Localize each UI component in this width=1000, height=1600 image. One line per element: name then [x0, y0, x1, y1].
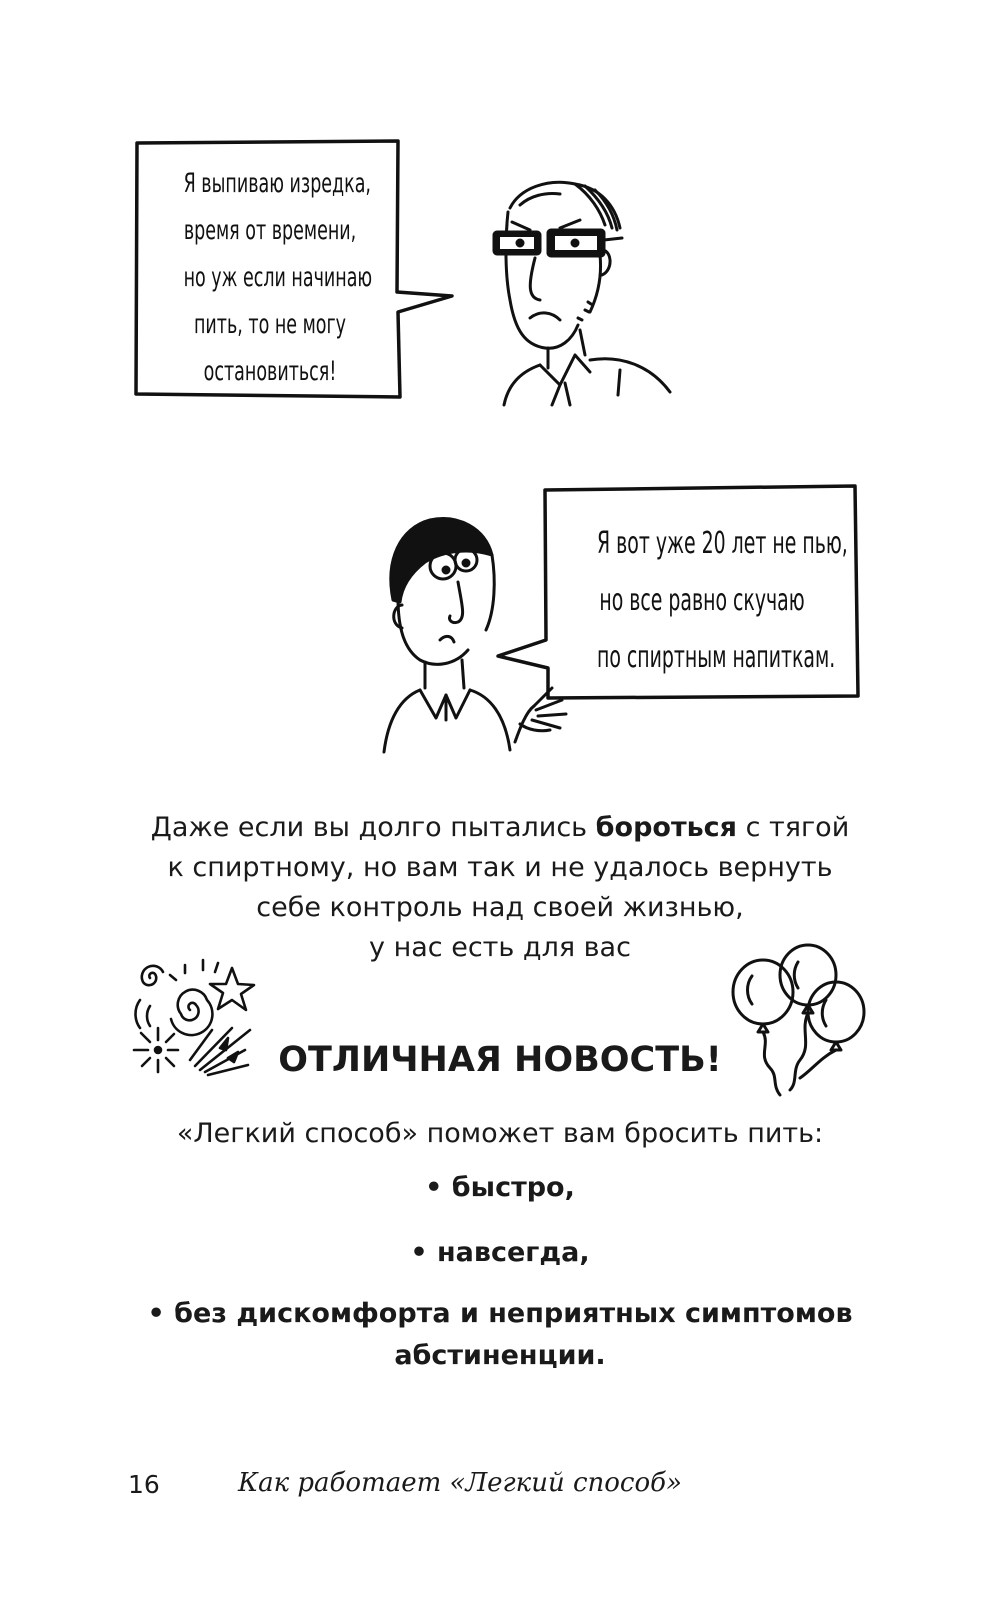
paragraph-line-2: к спиртному, но вам так и не удалось вернуть	[167, 852, 833, 883]
speech-bubble-1-text: Я выпиваю изредка, время от времени, но уж если начинаю пить, то не могу остановиться!	[183, 168, 373, 387]
bullet-text: • быстро,	[425, 1172, 575, 1203]
paragraph-bold-word: бороться	[595, 812, 738, 843]
paragraph-line-1b: с тягой	[737, 812, 850, 843]
bullet-text: • без дискомфорта и неприятных симптомов	[147, 1298, 853, 1329]
list-item	[120, 1232, 880, 1274]
headline: ОТЛИЧНАЯ НОВОСТЬ!	[278, 1040, 722, 1080]
paragraph-line-3: себе контроль над своей жизнью,	[256, 892, 744, 923]
list-item	[120, 1293, 880, 1377]
speech-bubble-2-text: Я вот уже 20 лет не пью, но все равно скучаю по спиртным напиткам.	[597, 526, 848, 675]
bullet-text-continued: абстиненции.	[394, 1340, 606, 1371]
running-title: Как работает «Легкий способ»	[238, 1468, 682, 1498]
page-number: 16	[128, 1470, 160, 1499]
paragraph-line-4: у нас есть для вас	[369, 932, 631, 963]
bullet-text: • навсегда,	[410, 1237, 590, 1268]
paragraph-line-1a: Даже если вы долго пытались	[150, 812, 596, 843]
intro-sentence: «Легкий способ» поможет вам бросить пить:	[176, 1118, 824, 1149]
list-item	[120, 1167, 880, 1209]
